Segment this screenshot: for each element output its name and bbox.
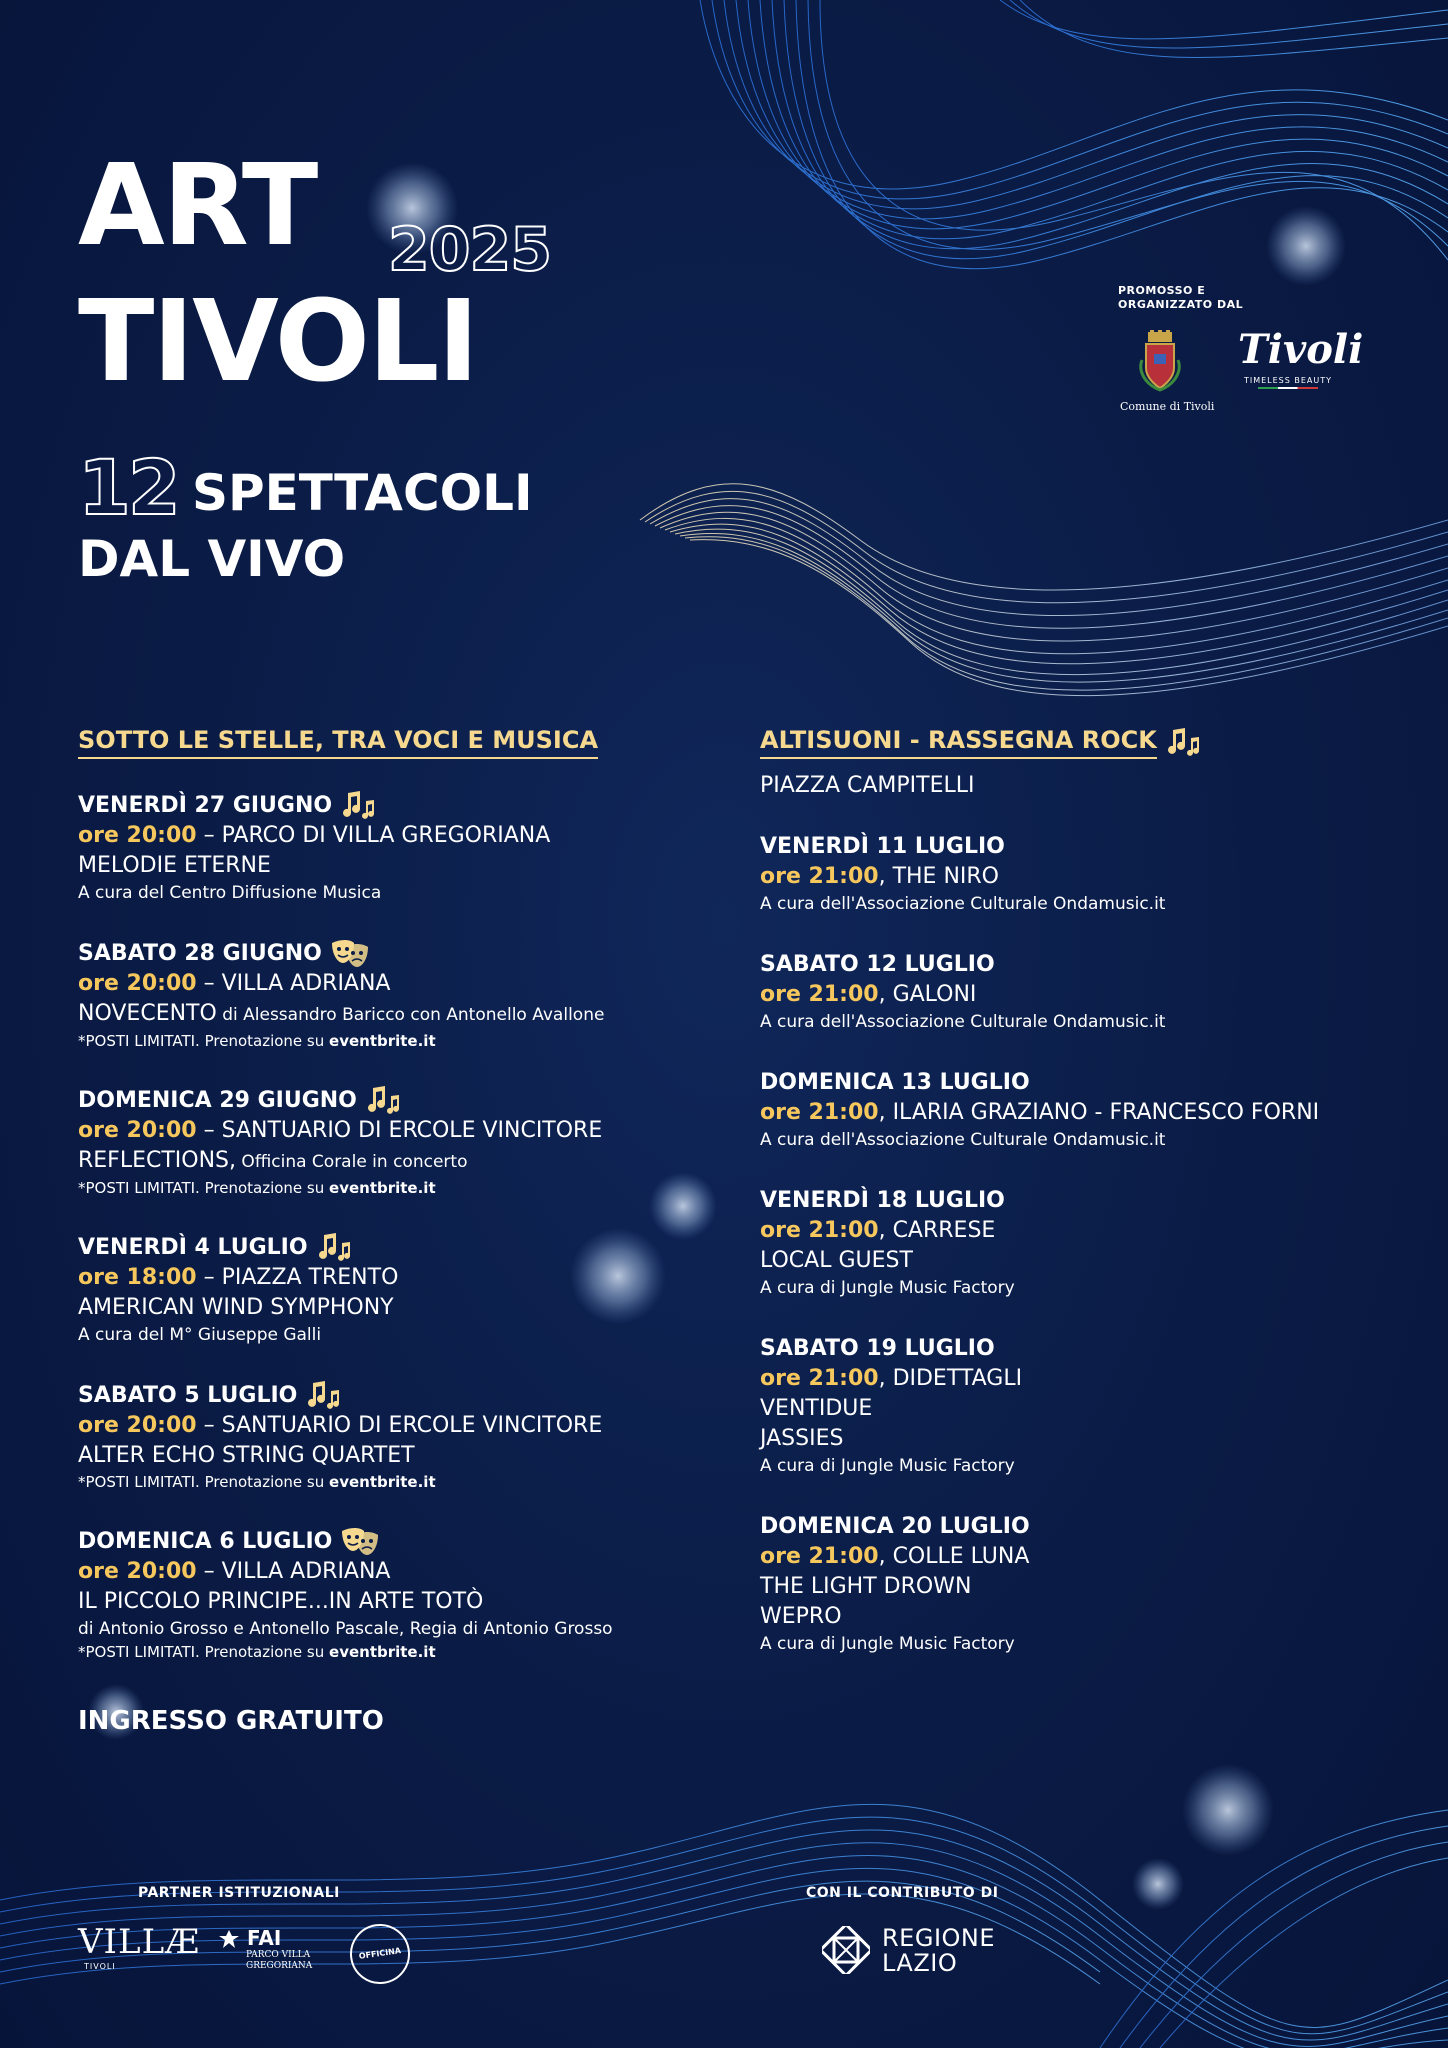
- left-program: [78, 726, 718, 1663]
- free-entry: INGRESSO GRATUITO: [78, 1706, 384, 1736]
- event-note: A cura del Centro Diffusione Musica: [78, 883, 382, 903]
- event-time: ore 21:00: [760, 1366, 879, 1391]
- event-item: [760, 1334, 1420, 1478]
- right-location: PIAZZA CAMPITELLI: [760, 773, 975, 798]
- event-item: [760, 1186, 1420, 1300]
- event-item: [78, 939, 718, 1052]
- event-time: ore 20:00: [78, 1118, 197, 1143]
- event-date: VENERDÌ 11 LUGLIO: [760, 834, 1005, 859]
- right-program: [760, 726, 1420, 1656]
- event-date: DOMENICA 29 GIUGNO: [78, 1088, 357, 1113]
- event-time: ore 21:00: [760, 1100, 879, 1125]
- event-date: SABATO 19 LUGLIO: [760, 1336, 995, 1361]
- theater-masks-icon: [330, 939, 370, 969]
- event-show: MELODIE ETERNE: [78, 853, 271, 878]
- promoter-label: PROMOSSO E ORGANIZZATO DAL: [1118, 284, 1244, 312]
- event-date: DOMENICA 13 LUGLIO: [760, 1070, 1030, 1095]
- event-note: A cura dell'Associazione Culturale Ondamusic.it: [760, 1130, 1166, 1150]
- event-note: A cura dell'Associazione Culturale Ondamusic.it: [760, 1012, 1166, 1032]
- event-time: ore 21:00: [760, 1218, 879, 1243]
- event-venue: – PARCO DI VILLA GREGORIANA: [196, 823, 551, 848]
- fai-sub: PARCO VILLA GREGORIANA: [246, 1950, 313, 1971]
- event-venue: – PIAZZA TRENTO: [196, 1265, 399, 1290]
- music-note-icon: [1165, 728, 1201, 758]
- event-date: SABATO 12 LUGLIO: [760, 952, 995, 977]
- event-item: [760, 832, 1420, 916]
- event-time: ore 21:00: [760, 864, 879, 889]
- event-act: VENTIDUE: [760, 1396, 873, 1421]
- booking-text: *POSTI LIMITATI. Prenotazione su: [78, 1179, 330, 1197]
- music-note-icon: [365, 1086, 401, 1116]
- brand-tagline: TIMELESS BEAUTY: [1243, 376, 1333, 385]
- event-act: , ILARIA GRAZIANO - FRANCESCO FORNI: [878, 1100, 1320, 1125]
- fai-logo: FAI: [218, 1928, 281, 1950]
- event-item: [760, 1512, 1420, 1656]
- event-time: ore 20:00: [78, 1559, 197, 1584]
- booking-link[interactable]: eventbrite.it: [329, 1179, 436, 1197]
- event-act: , COLLE LUNA: [878, 1544, 1030, 1569]
- event-date: SABATO 28 GIUGNO: [78, 941, 322, 966]
- event-time: ore 20:00: [78, 1413, 197, 1438]
- music-note-icon: [316, 1233, 352, 1263]
- event-time: ore 21:00: [760, 1544, 879, 1569]
- event-venue: – SANTUARIO DI ERCOLE VINCITORE: [196, 1413, 603, 1438]
- fai-leaf-icon: [218, 1930, 240, 1950]
- regione-lazio-emblem-icon: [822, 1926, 870, 1974]
- event-show: IL PICCOLO PRINCIPE...IN ARTE TOTÒ: [78, 1589, 484, 1614]
- event-venue: – VILLA ADRIANA: [196, 1559, 391, 1584]
- event-venue: – VILLA ADRIANA: [196, 971, 391, 996]
- brand-name: Tivoli: [1238, 326, 1364, 373]
- booking-link[interactable]: eventbrite.it: [329, 1032, 436, 1050]
- event-show: NOVECENTO: [78, 1001, 217, 1026]
- theater-masks-icon: [340, 1527, 380, 1557]
- event-item: [78, 791, 718, 905]
- event-act: , GALONI: [878, 982, 977, 1007]
- event-date: VENERDÌ 27 GIUGNO: [78, 793, 333, 818]
- title-year: 2025: [388, 215, 551, 285]
- event-date: VENERDÌ 4 LUGLIO: [78, 1235, 308, 1260]
- event-item: [78, 1381, 718, 1493]
- event-show: REFLECTIONS,: [78, 1148, 237, 1173]
- coat-of-arms-icon: [1138, 330, 1182, 392]
- event-show-detail: Officina Corale in concerto: [236, 1152, 468, 1172]
- event-note: A cura di Jungle Music Factory: [760, 1634, 1015, 1654]
- flag-stripe: [1258, 387, 1318, 389]
- event-item: [78, 1086, 718, 1199]
- title-tivoli: TIVOLI: [78, 277, 478, 407]
- right-section-title: ALTISUONI - RASSEGNA ROCK: [760, 726, 1157, 759]
- event-time: ore 20:00: [78, 823, 197, 848]
- bokeh-circle: [1132, 1858, 1184, 1910]
- event-note: A cura di Jungle Music Factory: [760, 1278, 1015, 1298]
- event-act: LOCAL GUEST: [760, 1248, 913, 1273]
- event-note: di Antonio Grosso e Antonello Pascale, Regia di Antonio Grosso: [78, 1619, 613, 1639]
- booking-text: *POSTI LIMITATI. Prenotazione su: [78, 1643, 330, 1661]
- booking-text: *POSTI LIMITATI. Prenotazione su: [78, 1473, 330, 1491]
- subtitle-line2: DAL VIVO: [78, 530, 346, 588]
- music-note-icon: [305, 1381, 341, 1411]
- show-count: 12: [78, 443, 178, 532]
- event-act: , CARRESE: [878, 1218, 996, 1243]
- event-note: A cura del M° Giuseppe Galli: [78, 1325, 322, 1345]
- event-item: [760, 950, 1420, 1034]
- event-note: A cura di Jungle Music Factory: [760, 1456, 1015, 1476]
- event-act: THE LIGHT DROWN: [760, 1574, 972, 1599]
- music-note-icon: [340, 791, 376, 821]
- event-date: DOMENICA 6 LUGLIO: [78, 1529, 333, 1554]
- event-item: [78, 1527, 718, 1663]
- event-date: VENERDÌ 18 LUGLIO: [760, 1188, 1005, 1213]
- event-item: [78, 1233, 718, 1347]
- contrib-title: CON IL CONTRIBUTO DI: [806, 1885, 999, 1901]
- event-show: AMERICAN WIND SYMPHONY: [78, 1295, 394, 1320]
- event-act: JASSIES: [760, 1426, 844, 1451]
- booking-text: *POSTI LIMITATI. Prenotazione su: [78, 1032, 330, 1050]
- event-note: A cura dell'Associazione Culturale Ondamusic.it: [760, 894, 1166, 914]
- event-show-detail: di Alessandro Baricco con Antonello Avallone: [216, 1005, 605, 1025]
- subtitle-line1: SPETTACOLI: [192, 464, 533, 522]
- middle-wave: [640, 484, 1448, 696]
- comune-label: Comune di Tivoli: [1120, 400, 1215, 413]
- bokeh-circle: [1266, 206, 1346, 286]
- regione-lazio-label: REGIONE LAZIO: [882, 1924, 996, 1978]
- title-art: ART: [78, 141, 317, 271]
- event-show: ALTER ECHO STRING QUARTET: [78, 1443, 415, 1468]
- comune-logo: [1120, 330, 1215, 413]
- villae-logo: VILLÆ: [78, 1922, 201, 1962]
- booking-link[interactable]: eventbrite.it: [329, 1473, 436, 1491]
- tivoli-brand-logo: [1238, 326, 1364, 389]
- event-date: DOMENICA 20 LUGLIO: [760, 1514, 1030, 1539]
- booking-link[interactable]: eventbrite.it: [329, 1643, 436, 1661]
- event-item: [760, 1068, 1420, 1152]
- event-date: SABATO 5 LUGLIO: [78, 1383, 298, 1408]
- event-time: ore 20:00: [78, 971, 197, 996]
- event-act: WEPRO: [760, 1604, 842, 1629]
- officina-logo: OFFICINA: [346, 1920, 414, 1988]
- event-time: ore 18:00: [78, 1265, 197, 1290]
- event-time: ore 21:00: [760, 982, 879, 1007]
- event-act: , DIDETTAGLI: [878, 1366, 1023, 1391]
- left-section-title: SOTTO LE STELLE, TRA VOCI E MUSICA: [78, 726, 598, 759]
- villae-sub: TIVOLI: [84, 1962, 116, 1971]
- partners-title: PARTNER ISTITUZIONALI: [138, 1885, 340, 1901]
- event-act: , THE NIRO: [878, 864, 999, 889]
- event-venue: – SANTUARIO DI ERCOLE VINCITORE: [196, 1118, 603, 1143]
- bokeh-circle: [1182, 1764, 1274, 1856]
